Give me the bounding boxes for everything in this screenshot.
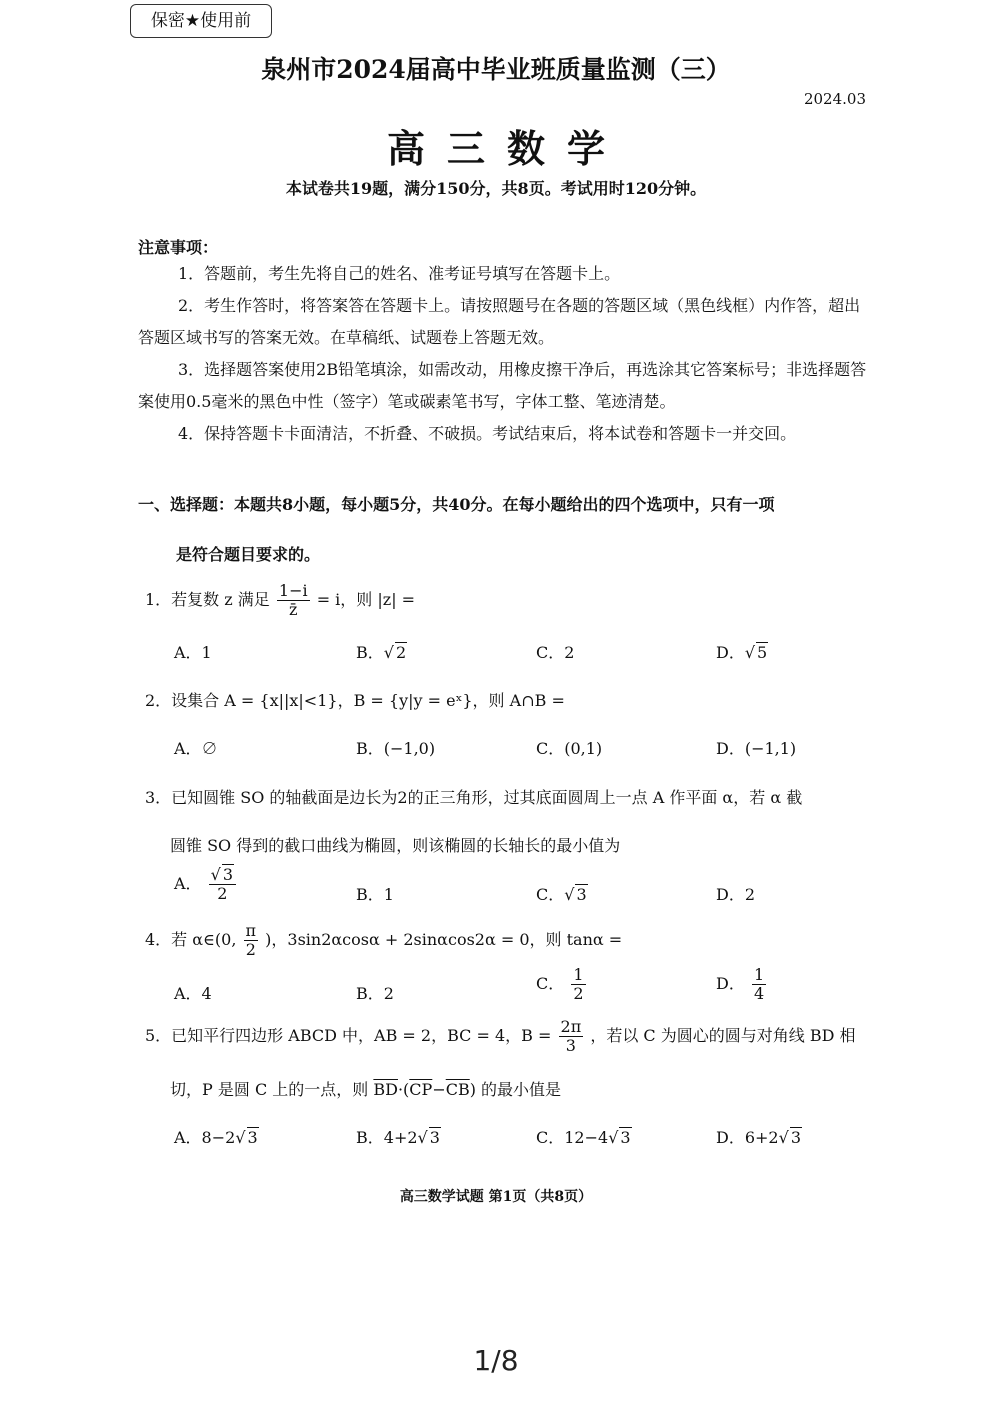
question-1: 1．若复数 z 满足 $\frac{1-i}{z̄}$ = i，则 |z| = [145,581,416,619]
note-item: 4．保持答题卡卡面清洁，不折叠、不破损。考试结束后，将本试卷和答题卡一并交回。 [178,424,797,443]
note-item: 2．考生作答时，将答案答在答题卡上。请按照题号在各题的答题区域（黑色线框）内作答，超出答题区域书写的答案无效。在草稿纸、试题卷上答题无效。 [138,296,861,347]
q4-option-c: C． $\frac{1}{2}$ [536,965,584,1003]
q2-option-a: A．∅ [174,739,218,758]
q4-option-b: B．2 [356,984,394,1003]
question-3: 3．已知圆锥 SO 的轴截面是边长为2的正三角形，过其底面圆周上一点 A 作平面 α，若 α 截 [145,788,803,807]
subject-title: 高三数学 [386,126,627,171]
q1-option-c: C．2 [536,643,575,662]
q3-option-b: B．1 [356,885,394,904]
q4-option-a: A．4 [174,984,212,1003]
q5-option-d: D．6+2√ 3 [716,1128,801,1147]
exam-title: 泉州市2024届高中毕业班质量监测（三） [261,55,731,84]
q4-option-d: D． $\frac{1}{4}$ [716,965,765,1003]
q2-option-b: B．(−1,0) [356,739,436,758]
q3-option-c: C．√ 3 [536,885,587,904]
q2-option-d: D．(−1,1) [716,739,797,758]
note-item: 1．答题前，考生先将自己的姓名、准考证号填写在答题卡上。 [178,264,621,283]
q1-option-b: B．√ 2 [356,643,407,662]
question-2: 2．设集合 A = {x||x|<1}，B = {y|y = eˣ}，则 A∩B = [145,691,565,710]
q1-option-a: A．1 [174,643,212,662]
page-indicator: 1/8 [473,1344,519,1377]
section-heading-cont: 是符合题目要求的。 [176,545,321,564]
notes-title: 注意事项： [138,238,219,257]
q3-option-d: D．2 [716,885,756,904]
question-3-cont: 圆锥 SO 得到的截口曲线为椭圆，则该椭圆的长轴长的最小值为 [170,836,621,855]
exam-info: 本试卷共19题，满分150分，共8页。考试用时120分钟。 [285,179,707,198]
q2-option-c: C．(0,1) [536,739,603,758]
q5-option-b: B．4+2√ 3 [356,1128,440,1147]
confidential-stamp: 保密★使用前 [130,4,272,38]
q1-option-d: D．√ 5 [716,643,768,662]
q5-option-c: C．12−4√ 3 [536,1128,631,1147]
page-footer: 高三数学试题 第1页（共8页） [399,1189,593,1205]
section-heading: 一、选择题：本题共8小题，每小题5分，共40分。在每小题给出的四个选项中，只有一项 [138,495,775,514]
question-5: 5．已知平行四边形 ABCD 中，AB = 2，BC = 4，B = $\frac{2\pi}{3}$ ，若以 C 为圆心的圆与对角线 BD 相 [145,1017,856,1055]
q5-option-a: A．8−2√ 3 [174,1128,258,1147]
note-item: 3．选择题答案使用2B铅笔填涂，如需改动，用橡皮擦干净后，再选涂其它答案标号；非选择题答案使用0.5毫米的黑色中性（签字）笔或碳素笔书写，字体工整、笔迹清楚。 [138,360,867,411]
question-4: 4．若 α∈(0, $\frac{\pi}{2}$ )，3sin2αcosα + 2sinαcos2α = 0，则 tanα = [145,921,623,959]
exam-date: 2024.03 [803,90,866,108]
question-5-cont: 切，P 是圆 C 上的一点，则 $\overline{BD}\cdot(\overline{CP}-\overline{CB})$ 的最小值是 [170,1080,562,1099]
q3-option-a: A． $\frac{√ 3}{2}$ [174,866,238,903]
